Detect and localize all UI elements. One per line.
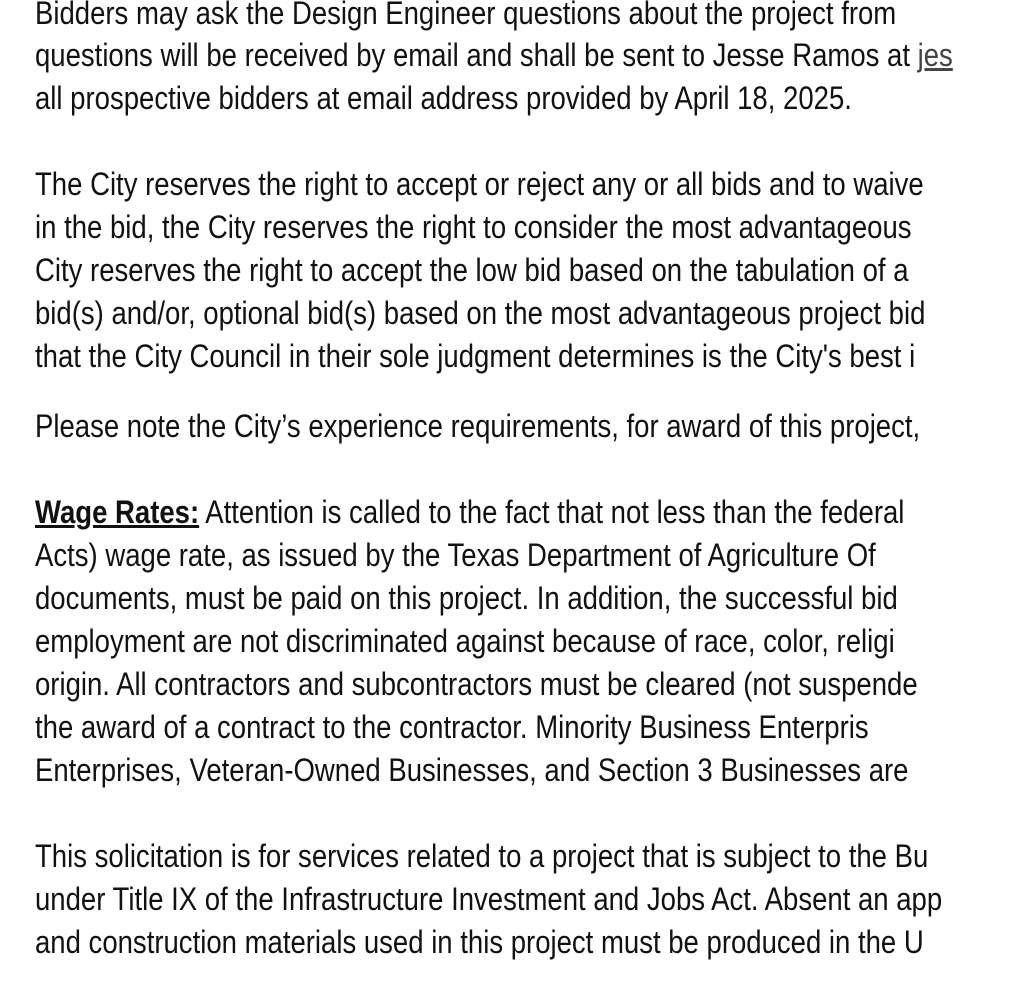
wage-rates-line-1-text: Attention is called to the fact that not less than the federal — [199, 494, 905, 530]
city-rights-line-3: City reserves the right to accept the low bid based on the tabulation of a — [35, 252, 909, 288]
wage-rates-line-6: the award of a contract to the contractor. Minority Business Enterpris — [35, 709, 869, 745]
wage-rates-line-2: Acts) wage rate, as issued by the Texas Department of Agriculture Of — [35, 537, 876, 573]
wage-rates-heading: Wage Rates: — [35, 494, 200, 530]
questions-line-2 — [35, 34, 953, 76]
solicitation-line-1: This solicitation is for services related to a project that is subject to the Bu — [35, 838, 929, 874]
solicitation-line-2: under Title IX of the Infrastructure Investment and Jobs Act. Absent an app — [35, 881, 943, 917]
solicitation-line-3: and construction materials used in this project must be produced in the U — [35, 924, 924, 960]
wage-rates-line-3: documents, must be paid on this project. In addition, the successful bid — [35, 580, 898, 616]
city-rights-line-1: The City reserves the right to accept or reject any or all bids and to waive — [35, 166, 924, 202]
wage-rates-line-4: employment are not discriminated against because of race, color, religi — [35, 623, 895, 659]
questions-line-2-text: questions will be received by email and shall be sent to Jesse Ramos at — [35, 37, 918, 73]
city-rights-line-4: bid(s) and/or, optional bid(s) based on the most advantageous project bid — [35, 295, 926, 331]
questions-line-3: all prospective bidders at email address provided by April 18, 2025. — [35, 80, 852, 116]
experience-line-1: Please note the City’s experience requirements, for award of this project, — [35, 408, 921, 444]
wage-rates-line-7: Enterprises, Veteran-Owned Businesses, and Section 3 Businesses are — [35, 752, 909, 788]
email-link[interactable]: jes — [917, 37, 953, 73]
questions-line-1: Bidders may ask the Design Engineer questions about the project from — [35, 0, 897, 31]
wage-rates-line-5: origin. All contractors and subcontractors must be cleared (not suspende — [35, 666, 918, 702]
wage-rates-line-1 — [35, 491, 904, 533]
city-rights-line-2: in the bid, the City reserves the right to consider the most advantageous — [35, 209, 912, 245]
city-rights-line-5: that the City Council in their sole judgment determines is the City's best i — [35, 338, 916, 374]
